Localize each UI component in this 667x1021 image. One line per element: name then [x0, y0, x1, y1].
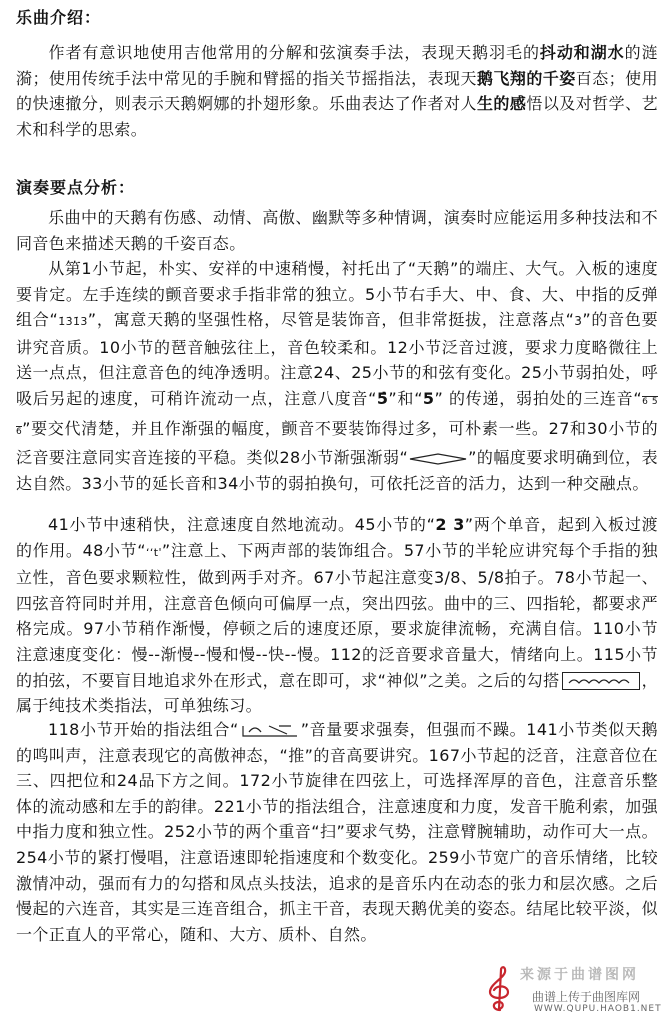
strum-pattern-icon — [562, 672, 640, 690]
analysis-paragraph-1: 乐曲中的天鹅有伤感、动情、高傲、幽默等多种情调，演奏时应能运用多种技法和不同音色来描述天鹅的千姿百态。 — [16, 208, 658, 253]
watermark-url: WWW.QUPU.HAOB1.NET — [534, 1004, 662, 1014]
notation-symbol: 5̇ — [376, 388, 389, 408]
notation-symbol: ʻʻt' — [145, 545, 162, 559]
watermark-title: 来源于曲谱图网 — [520, 967, 639, 983]
treble-clef-icon — [482, 964, 516, 1014]
crescendo-decrescendo-icon — [408, 452, 468, 466]
watermark — [482, 960, 662, 1018]
analysis-heading: 演奏要点分析： — [16, 178, 136, 197]
analysis-paragraph-4: 118小节开始的指法组合“ ”音量要求强奏，但强而不躁。141小节类似天鹅的鸣叫声，注意表现它的高傲神态，“推”的音高要讲究。167小节起的泛音，注意音位在三、四把位和24品下方之间。172小节旋律在四弦上，可选择浑厚的音色，注意音乐整体的流动感和左手的韵律。221小节的指法组合，注意速度和力度，发音干脆利索，加强中指力度和独立性。252小节的两个重音“扫”要求气势，注意臂腕辅助，动作可大一点。254小节的紧打慢唱，注意语速即轮指速度和个数变化。259小节宽广的音乐情绪，比较激情冲动，强而有力的勾搭和凤点头技法，追求的是音乐内在动态的张力和层次感。之后慢起的六连音，其实是三连音组合，抓主干音，表现天鹅优美的姿态。结尾比较平淡，似一个正直人的平常心，随和、大方、质朴、自然。 — [16, 720, 659, 944]
intro-heading: 乐曲介绍： — [16, 8, 102, 27]
notation-symbol: 1̇3̇1̇3 — [58, 315, 88, 329]
notation-symbol: 6 5 6 — [16, 396, 659, 437]
notation-symbol: 3 — [574, 314, 583, 329]
analysis-paragraph-3: 41小节中速稍快，注意速度自然地流动。45小节的“2 3”两个单音，起到入板过渡的作用。48小节“ʻʻt'”注意上、下两声部的装饰组合。57小节的半轮应讲究每个手指的独立性，音色要求颗粒性，做到两手对齐。67小节起注意变3/8、5/8拍子。78小节起一、四弦音符同时并用，注意音色倾向可偏厚一点，突出四弦。曲中的三、四指轮，都要求严格完成。97小节稍作渐慢，停顿之后的速度还原，要求旋律流畅，充满自信。110小节注意速度变化：慢--渐慢--慢和慢--快--慢。112的泛音要求音量大，情绪向上。115小节的拍弦，不要盲目地追求外在形式，意在即可，求“神似”之美。之后的勾搭 ，属于纯技术类指法，可单独练习。 — [16, 515, 658, 716]
watermark-subtitle: 曲谱上传于曲图库网 — [532, 990, 641, 1004]
notation-symbol: 2 3 — [435, 515, 465, 534]
intro-paragraph: 作者有意识地使用吉他常用的分解和弦演奏手法，表现天鹅羽毛的抖动和湖水的涟漪；使用传统手法中常见的手腕和臂摇的指关节摇指法，表现天鹅飞翔的千姿百态；使用的快速撤分，则表示天鹅婀娜的扑翅形象。乐曲表达了作者对人生的感悟以及对哲学、艺术和科学的思索。 — [16, 43, 659, 139]
analysis-paragraph-2: 从第1小节起，朴实、安祥的中速稍慢，衬托出了“天鹅”的端庄、大气。入板的速度要肯定。左手连续的颤音要求手指非常的独立。5小节右手大、中、食、大、中指的反弹组合“1̇3̇1̇3”，寓意天鹅的坚强性格，尽管是装饰音，但非常挺拔，注意落点“3”的音色要讲究音质。10小节的琶音触弦往上，音色较柔和。12小节泛音过渡，要求力度略微往上送一点点，但注意音色的纯净透明。注意24、25小节的和弦有变化。25小节弱拍处，呼吸后另起的速度，可稍许流动一点，注意八度音“5̇”和“5” 的传递，弱拍处的三连音“6 5 6”要交代清楚，并且作渐强的幅度，颤音不要装饰得过多，可朴素一些。27和30小节的泛音要注意同实音连接的平稳。类似28小节渐强渐弱“ ”的幅度要求明确到位，表达自然。33小节的延长音和34小节的弱拍换句，可依托泛音的活力，达到一种交融点。 — [16, 259, 659, 493]
notation-symbol: 5 — [422, 388, 435, 408]
fingering-combination-icon — [239, 722, 301, 740]
